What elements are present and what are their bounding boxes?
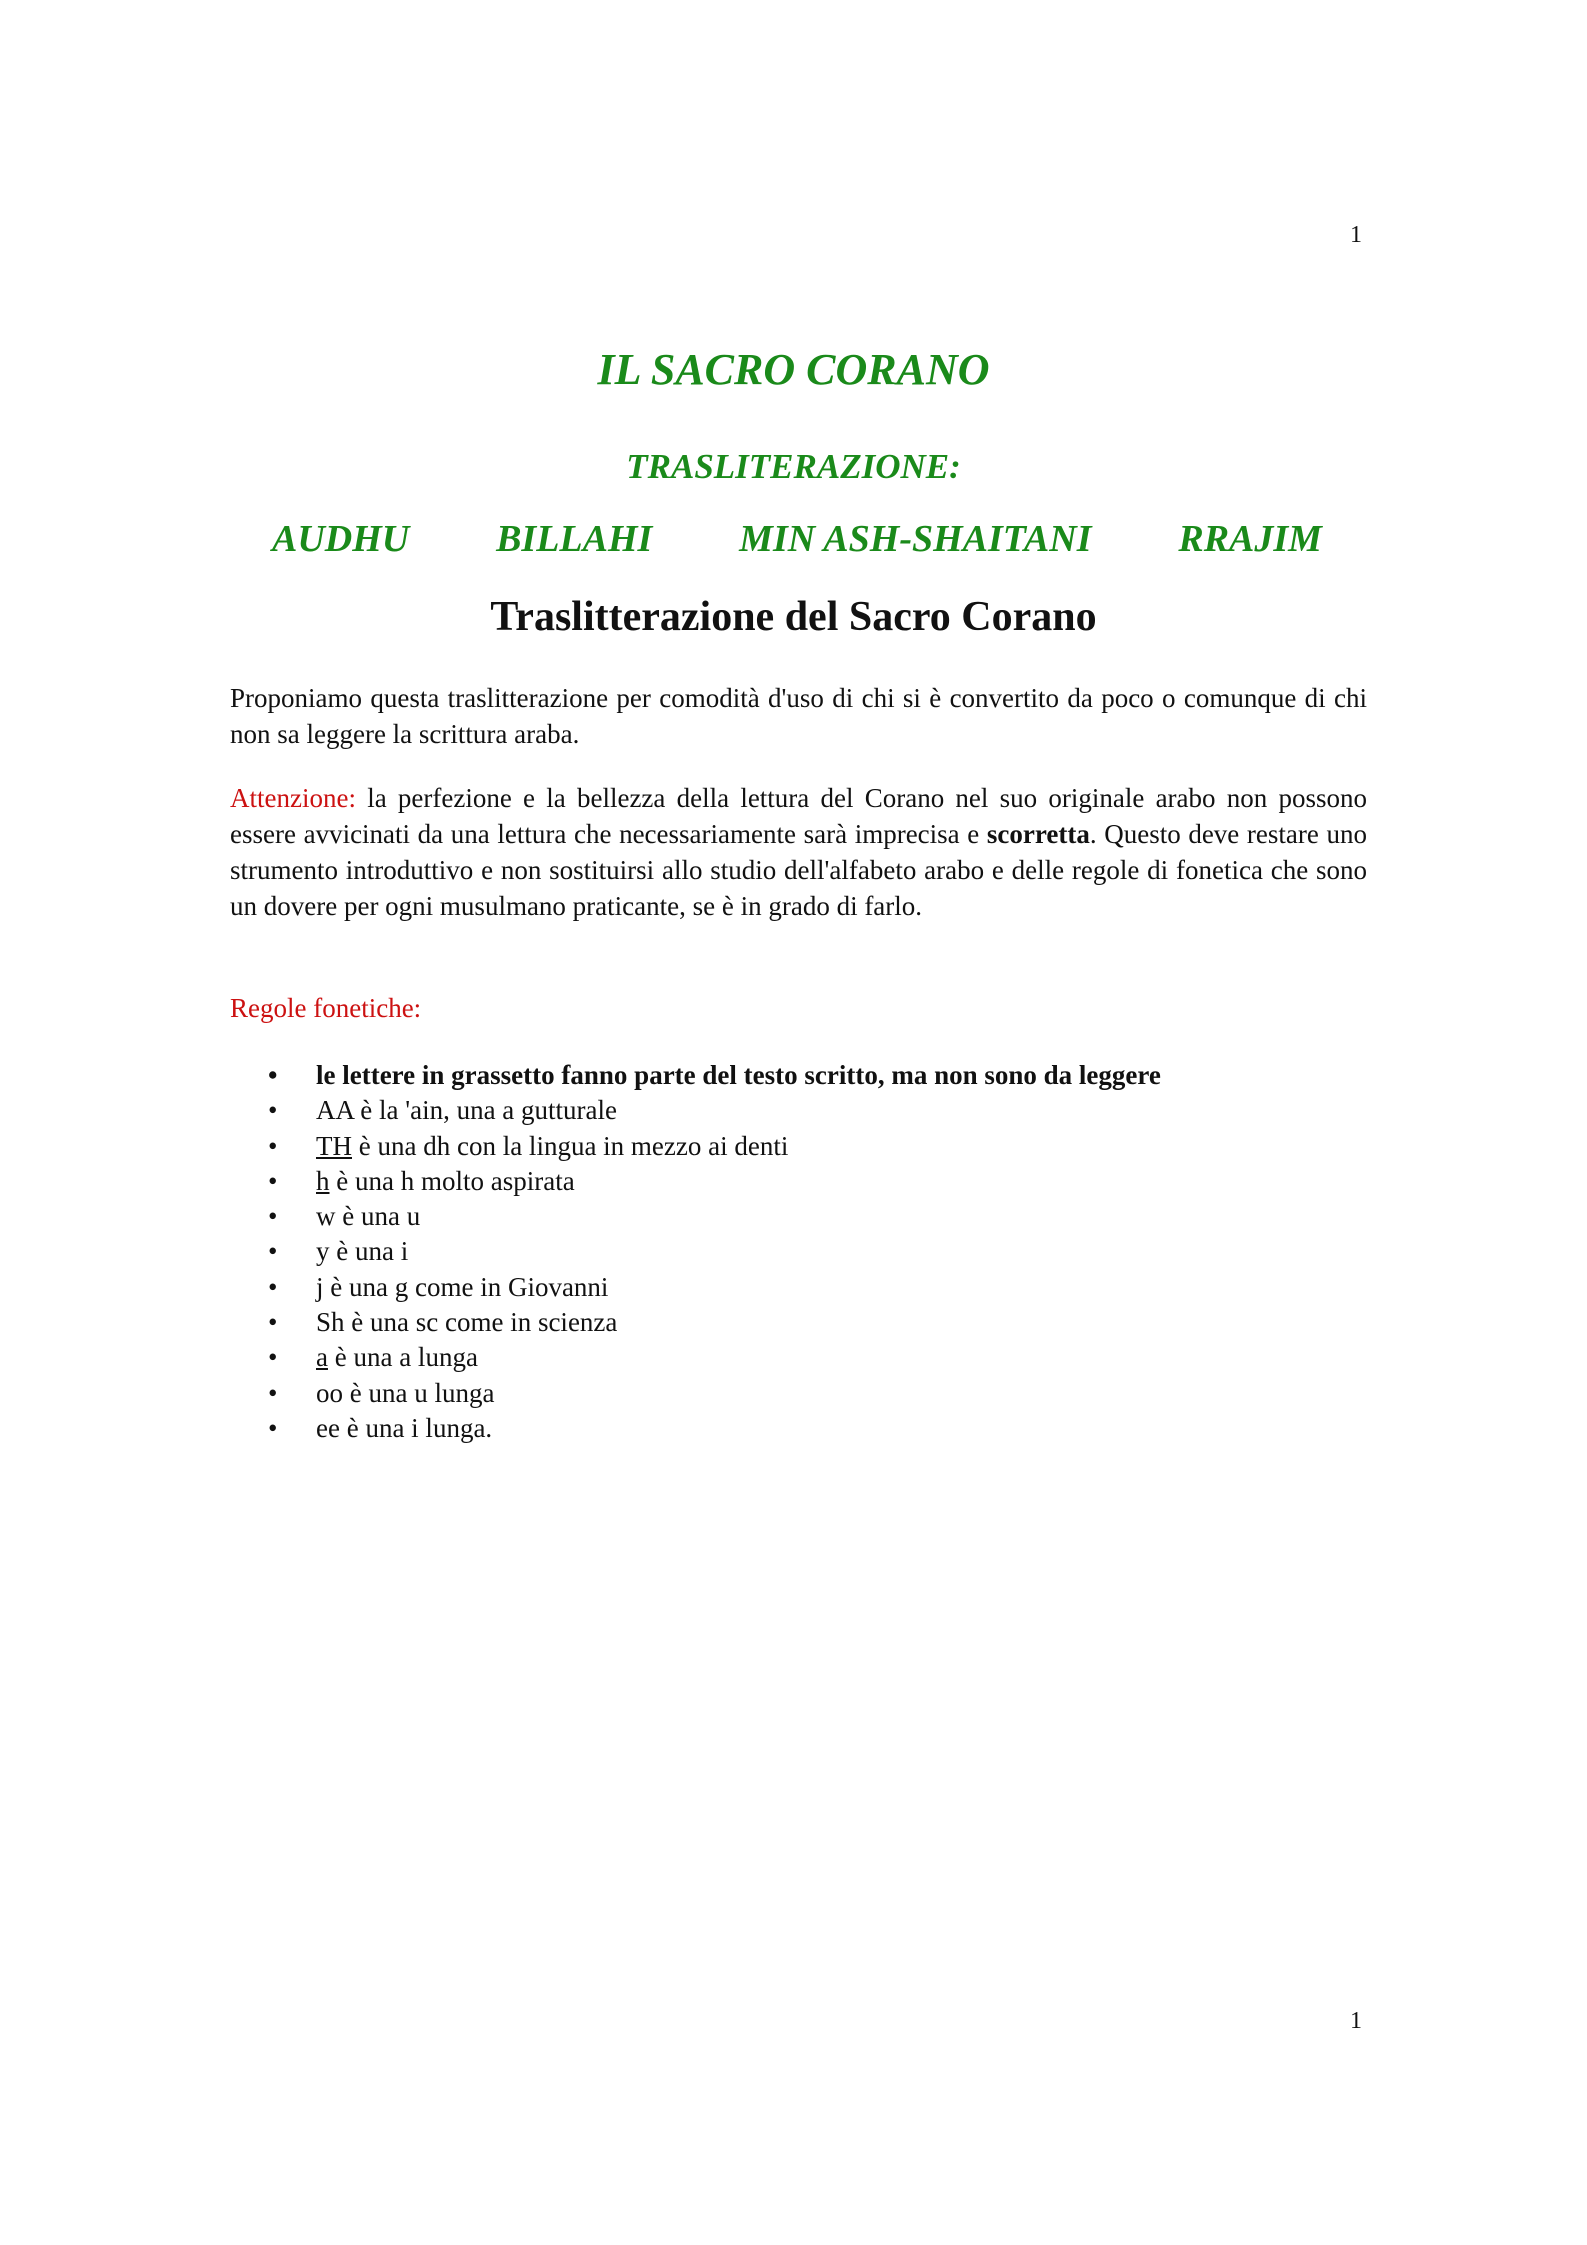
rules-title: Regole fonetiche: <box>230 993 422 1023</box>
bullet-icon: • <box>268 1201 278 1232</box>
rule-text: AA è la 'ain, una a gutturale <box>316 1095 618 1126</box>
phonetic-rules-list <box>230 1058 1367 1446</box>
page-number-top: 1 <box>1350 222 1362 248</box>
list-item <box>230 1340 1367 1375</box>
phrase-word: MIN ASH-SHAITANI <box>739 518 1092 560</box>
rule-prefix: h <box>316 1165 330 1196</box>
list-item <box>230 1376 1367 1411</box>
list-item <box>230 1093 1367 1128</box>
list-item <box>230 1305 1367 1340</box>
bullet-icon: • <box>268 1307 278 1338</box>
intro-paragraph: Proponiamo questa traslitterazione per comodità d'uso di chi si è convertito da poco o comunque di chi non sa leggere la scrittura araba. <box>230 683 1367 749</box>
list-item <box>230 1234 1367 1269</box>
list-item <box>230 1411 1367 1446</box>
attention-text-after: . Questo deve restare uno strumento introduttivo e non sostituirsi allo studio dell'alfabeto arabo e delle regole di fonetica che sono un dovere per ogni musulmano praticante, se è in grado di farlo. <box>230 819 1367 921</box>
rule-text: y è una i <box>316 1236 409 1267</box>
rule-prefix: TH <box>316 1130 352 1161</box>
list-item <box>230 1270 1367 1305</box>
bullet-icon: • <box>268 1342 278 1373</box>
bullet-icon: • <box>268 1130 278 1161</box>
list-item <box>230 1058 1367 1093</box>
attention-bold-word: scorretta <box>986 819 1090 849</box>
intro-paragraph-block <box>230 680 1367 752</box>
bullet-icon: • <box>268 1236 278 1267</box>
attention-label: Attenzione: <box>230 783 356 813</box>
bullet-icon: • <box>268 1377 278 1408</box>
section-heading: Traslitterazione del Sacro Corano <box>490 594 1097 640</box>
bullet-icon: • <box>268 1412 278 1443</box>
list-item <box>230 1164 1367 1199</box>
rule-text: le lettere in grassetto fanno parte del testo scritto, ma non sono da leggere <box>316 1060 1161 1090</box>
document-title: IL SACRO CORANO <box>597 345 990 394</box>
phrase-word: BILLAHI <box>496 518 653 560</box>
phrase-word: AUDHU <box>272 518 410 560</box>
rule-text: è una dh con la lingua in mezzo ai denti <box>352 1130 789 1161</box>
rule-text: Sh è una sc come in scienza <box>316 1307 618 1338</box>
rule-text: è una h molto aspirata <box>329 1165 575 1196</box>
bullet-icon: • <box>268 1165 278 1196</box>
bullet-icon: • <box>268 1095 278 1126</box>
rule-text: è una a lunga <box>327 1342 478 1373</box>
invocation-phrase <box>272 517 1322 561</box>
attention-paragraph-block <box>230 780 1367 924</box>
rule-text: oo è una u lunga <box>316 1377 495 1408</box>
attention-paragraph <box>230 780 1367 924</box>
list-item <box>230 1129 1367 1164</box>
bullet-icon: • <box>268 1271 278 1302</box>
bullet-icon: • <box>268 1060 278 1090</box>
rule-text: j è una g come in Giovanni <box>316 1271 609 1302</box>
document-subtitle: TRASLITERAZIONE: <box>626 447 961 486</box>
phrase-word: RRAJIM <box>1178 518 1322 560</box>
rule-prefix: a <box>316 1342 328 1373</box>
rules-title-block <box>230 990 1367 1026</box>
attention-text-before: la perfezione e la bellezza della lettura del Corano nel suo originale arabo non possono essere avvicinati da una lettura che necessariamente sarà imprecisa e <box>230 783 1367 849</box>
rule-text: w è una u <box>316 1201 421 1232</box>
page-number-bottom: 1 <box>1350 2008 1362 2034</box>
list-item <box>230 1199 1367 1234</box>
rule-text: ee è una i lunga. <box>316 1412 493 1443</box>
